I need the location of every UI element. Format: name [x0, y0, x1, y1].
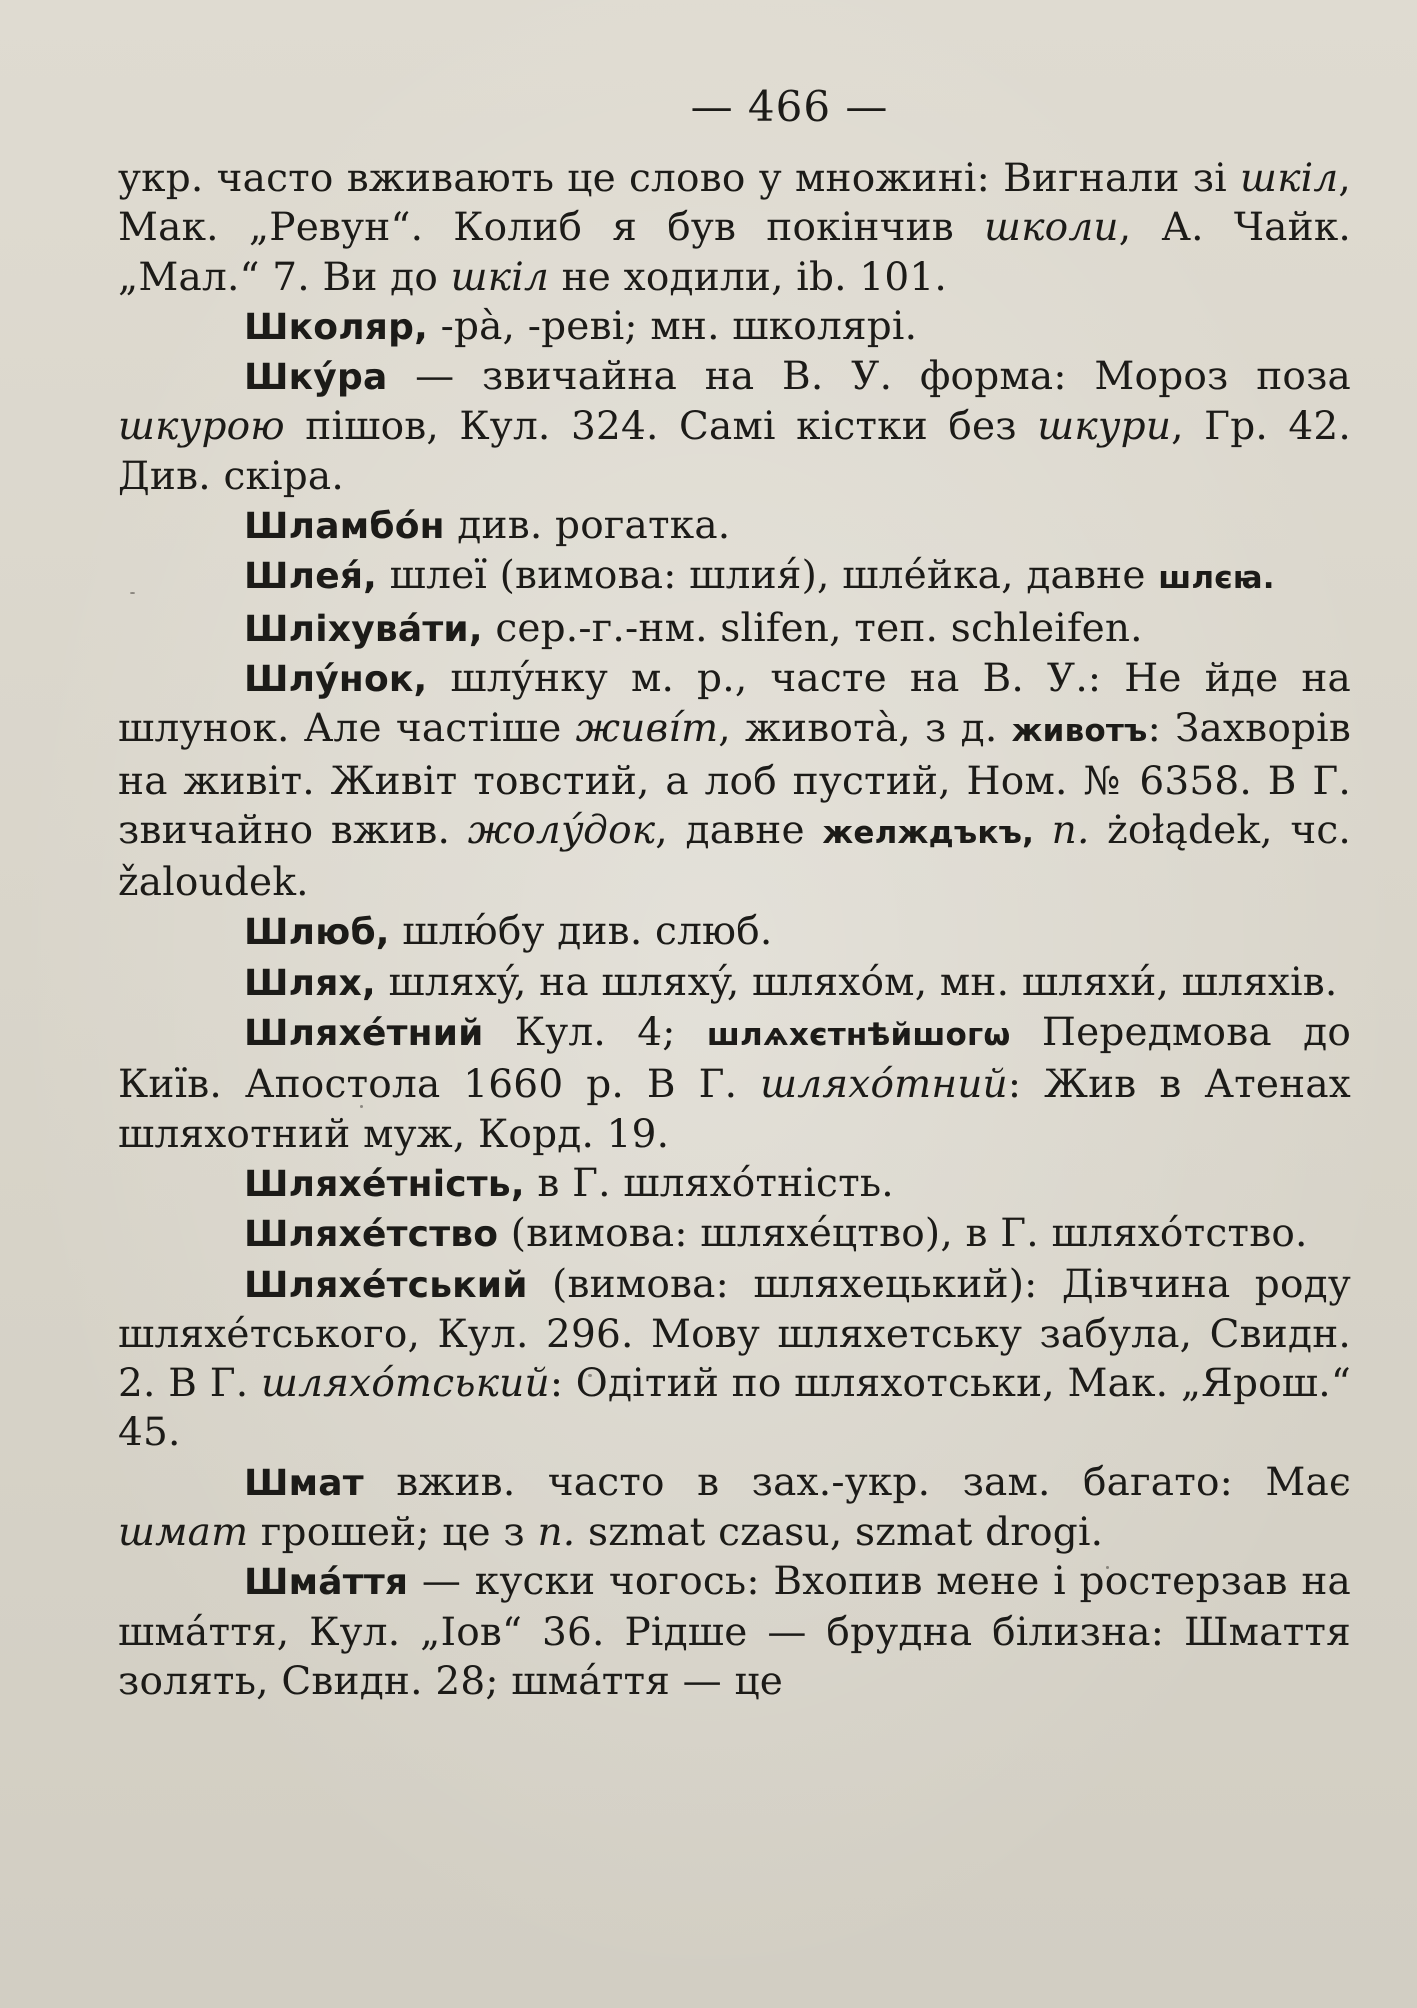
- dictionary-entry: [118, 352, 1351, 501]
- dictionary-entry: [118, 654, 1351, 907]
- entry-text: : Одітий по шляхотськи, Мак. „Ярош.“ 45.: [118, 1361, 1351, 1456]
- entry-headword: Шляхéтський: [244, 1264, 528, 1306]
- entry-headword: Шламбóн: [244, 506, 445, 548]
- italic-term: шмат: [118, 1510, 249, 1556]
- entry-text: пішов, Кул. 324. Самі кістки без: [284, 404, 1038, 450]
- entry-headword: Шляхéтний: [244, 1013, 484, 1055]
- dictionary-entries: [118, 154, 1351, 1706]
- entry-text: : Захворів на живіт. Живіт товстий, а лоб пустий, Ном. № 6358. В Г. звичайно вжив.: [118, 706, 1352, 853]
- dictionary-entry: [118, 1260, 1351, 1458]
- entry-text: , А. Чайк. „Мал.“ 7. Ви до: [118, 205, 1352, 300]
- entry-text: -рà, -реві; мн. школярі.: [427, 303, 918, 349]
- entry-text: сер.-г.-нм. slifen, теп. schleifen.: [482, 605, 1143, 651]
- entry-text: żołądek, чс. žaloudek.: [118, 807, 1351, 906]
- entry-headword: Шлях,: [244, 962, 376, 1004]
- italic-term: школи: [984, 205, 1119, 251]
- entry-text: шляхý, на шляхý, шляхóм, мн. шляхи́, шляхів.: [375, 959, 1338, 1005]
- entry-text: укр. часто вживають це слово у множині: Вигнали зі: [118, 156, 1241, 201]
- entry-text: , животà, з д.: [718, 706, 1012, 752]
- entry-text: вжив. часто в зах.-укр. зам. багато: Має: [363, 1459, 1351, 1505]
- entry-text: — куски чогось: Вхопив мене і ростерзав на шмáття, Кул. „Іов“ 36. Рідше — брудна білизна: Шмаття золять, Свидн. 28; шмáття — це: [118, 1559, 1351, 1704]
- dictionary-entry: [118, 501, 1351, 551]
- entry-text: , давне: [655, 807, 823, 853]
- entry-continuation: [118, 154, 1351, 302]
- dictionary-entry: [118, 302, 1351, 352]
- entry-text: [1034, 808, 1052, 853]
- entry-headword: Школяр,: [244, 306, 428, 348]
- dictionary-entry: [118, 604, 1351, 654]
- entry-headword: Шлюб,: [244, 912, 390, 954]
- dictionary-entry: [118, 1458, 1351, 1558]
- old-script-term: шлєꙗ.: [1158, 560, 1275, 597]
- italic-term: п.: [1051, 807, 1090, 853]
- page-number: — 466 —: [690, 82, 889, 131]
- dictionary-entry: [118, 907, 1351, 957]
- italic-term: п.: [537, 1510, 576, 1556]
- entry-text: szmat czasu, szmat drogi.: [575, 1510, 1104, 1556]
- entry-text: шлеї (вимова: шлия́), шлéйка, давне: [377, 553, 1159, 599]
- entry-text: — звичайна на В. У. форма: Мороз поза: [387, 354, 1351, 400]
- print-speck: [130, 592, 135, 594]
- entry-text: шлýнку м. р., часте на В. У.: Не йде на шлунок. Але частіше: [118, 655, 1351, 752]
- dictionary-entry: [118, 1209, 1351, 1259]
- entry-text: , Гр. 42. Див. скіра.: [118, 404, 1351, 499]
- entry-text: грошей; це з: [248, 1510, 538, 1556]
- dictionary-entry: [118, 1557, 1351, 1706]
- old-script-term: животъ: [1011, 713, 1148, 750]
- entry-headword: Шляхéтство: [244, 1214, 499, 1256]
- italic-term: шляхóтний: [760, 1062, 1008, 1108]
- italic-term: шкурою: [118, 404, 285, 450]
- entry-text: Передмова до Київ. Апостола 1660 р. В Г.: [118, 1010, 1352, 1108]
- dictionary-entry: [118, 1159, 1351, 1209]
- italic-term: жолýдок: [467, 807, 656, 853]
- dictionary-entry: [118, 551, 1351, 603]
- italic-term: живíт: [575, 706, 719, 752]
- entry-text: шлю́бу див. слюб.: [389, 909, 773, 955]
- dictionary-entry: [118, 1008, 1351, 1159]
- entry-headword: Шлея́,: [244, 556, 378, 598]
- entry-headword: Шкýра: [244, 357, 388, 399]
- italic-term: шляхóтський: [260, 1361, 550, 1407]
- entry-headword: Шляхéтність,: [244, 1163, 525, 1205]
- entry-text: Кул. 4;: [483, 1010, 707, 1056]
- italic-term: шкури: [1037, 404, 1172, 450]
- italic-term: шкіл: [1240, 156, 1339, 201]
- old-script-term: шлѧхєтнѣйшогѡ: [706, 1017, 1011, 1054]
- entry-headword: Шмáття: [244, 1562, 409, 1604]
- entry-text: (вимова: шляхецький): Дівчина роду шляхéтського, Кул. 296. Мову шляхетську забула, Свидн. 2. В Г.: [118, 1261, 1351, 1407]
- entry-text: див. рогатка.: [444, 503, 731, 549]
- entry-headword: Шліхувáти,: [244, 608, 483, 650]
- entry-text: в Г. шляхóтність.: [524, 1160, 894, 1206]
- entry-text: , Мак. „Ревун“. Колиб я був покінчив: [118, 156, 1351, 251]
- entry-headword: Шлýнок,: [244, 658, 428, 700]
- italic-term: шкіл: [450, 254, 549, 300]
- print-speck: [588, 1374, 592, 1377]
- dictionary-entry: [118, 958, 1351, 1008]
- entry-text: не ходили, ib. 101.: [549, 254, 947, 300]
- entry-text: (вимова: шляхéцтво), в Г. шляхóтство.: [498, 1211, 1308, 1257]
- print-speck: [1106, 1566, 1109, 1569]
- entry-headword: Шмат: [244, 1462, 364, 1504]
- entry-text: : Жив в Атенах шляхотний муж, Корд. 19.: [118, 1062, 1351, 1157]
- old-script-term: желждъкъ,: [822, 814, 1035, 851]
- print-speck: [360, 1105, 363, 1108]
